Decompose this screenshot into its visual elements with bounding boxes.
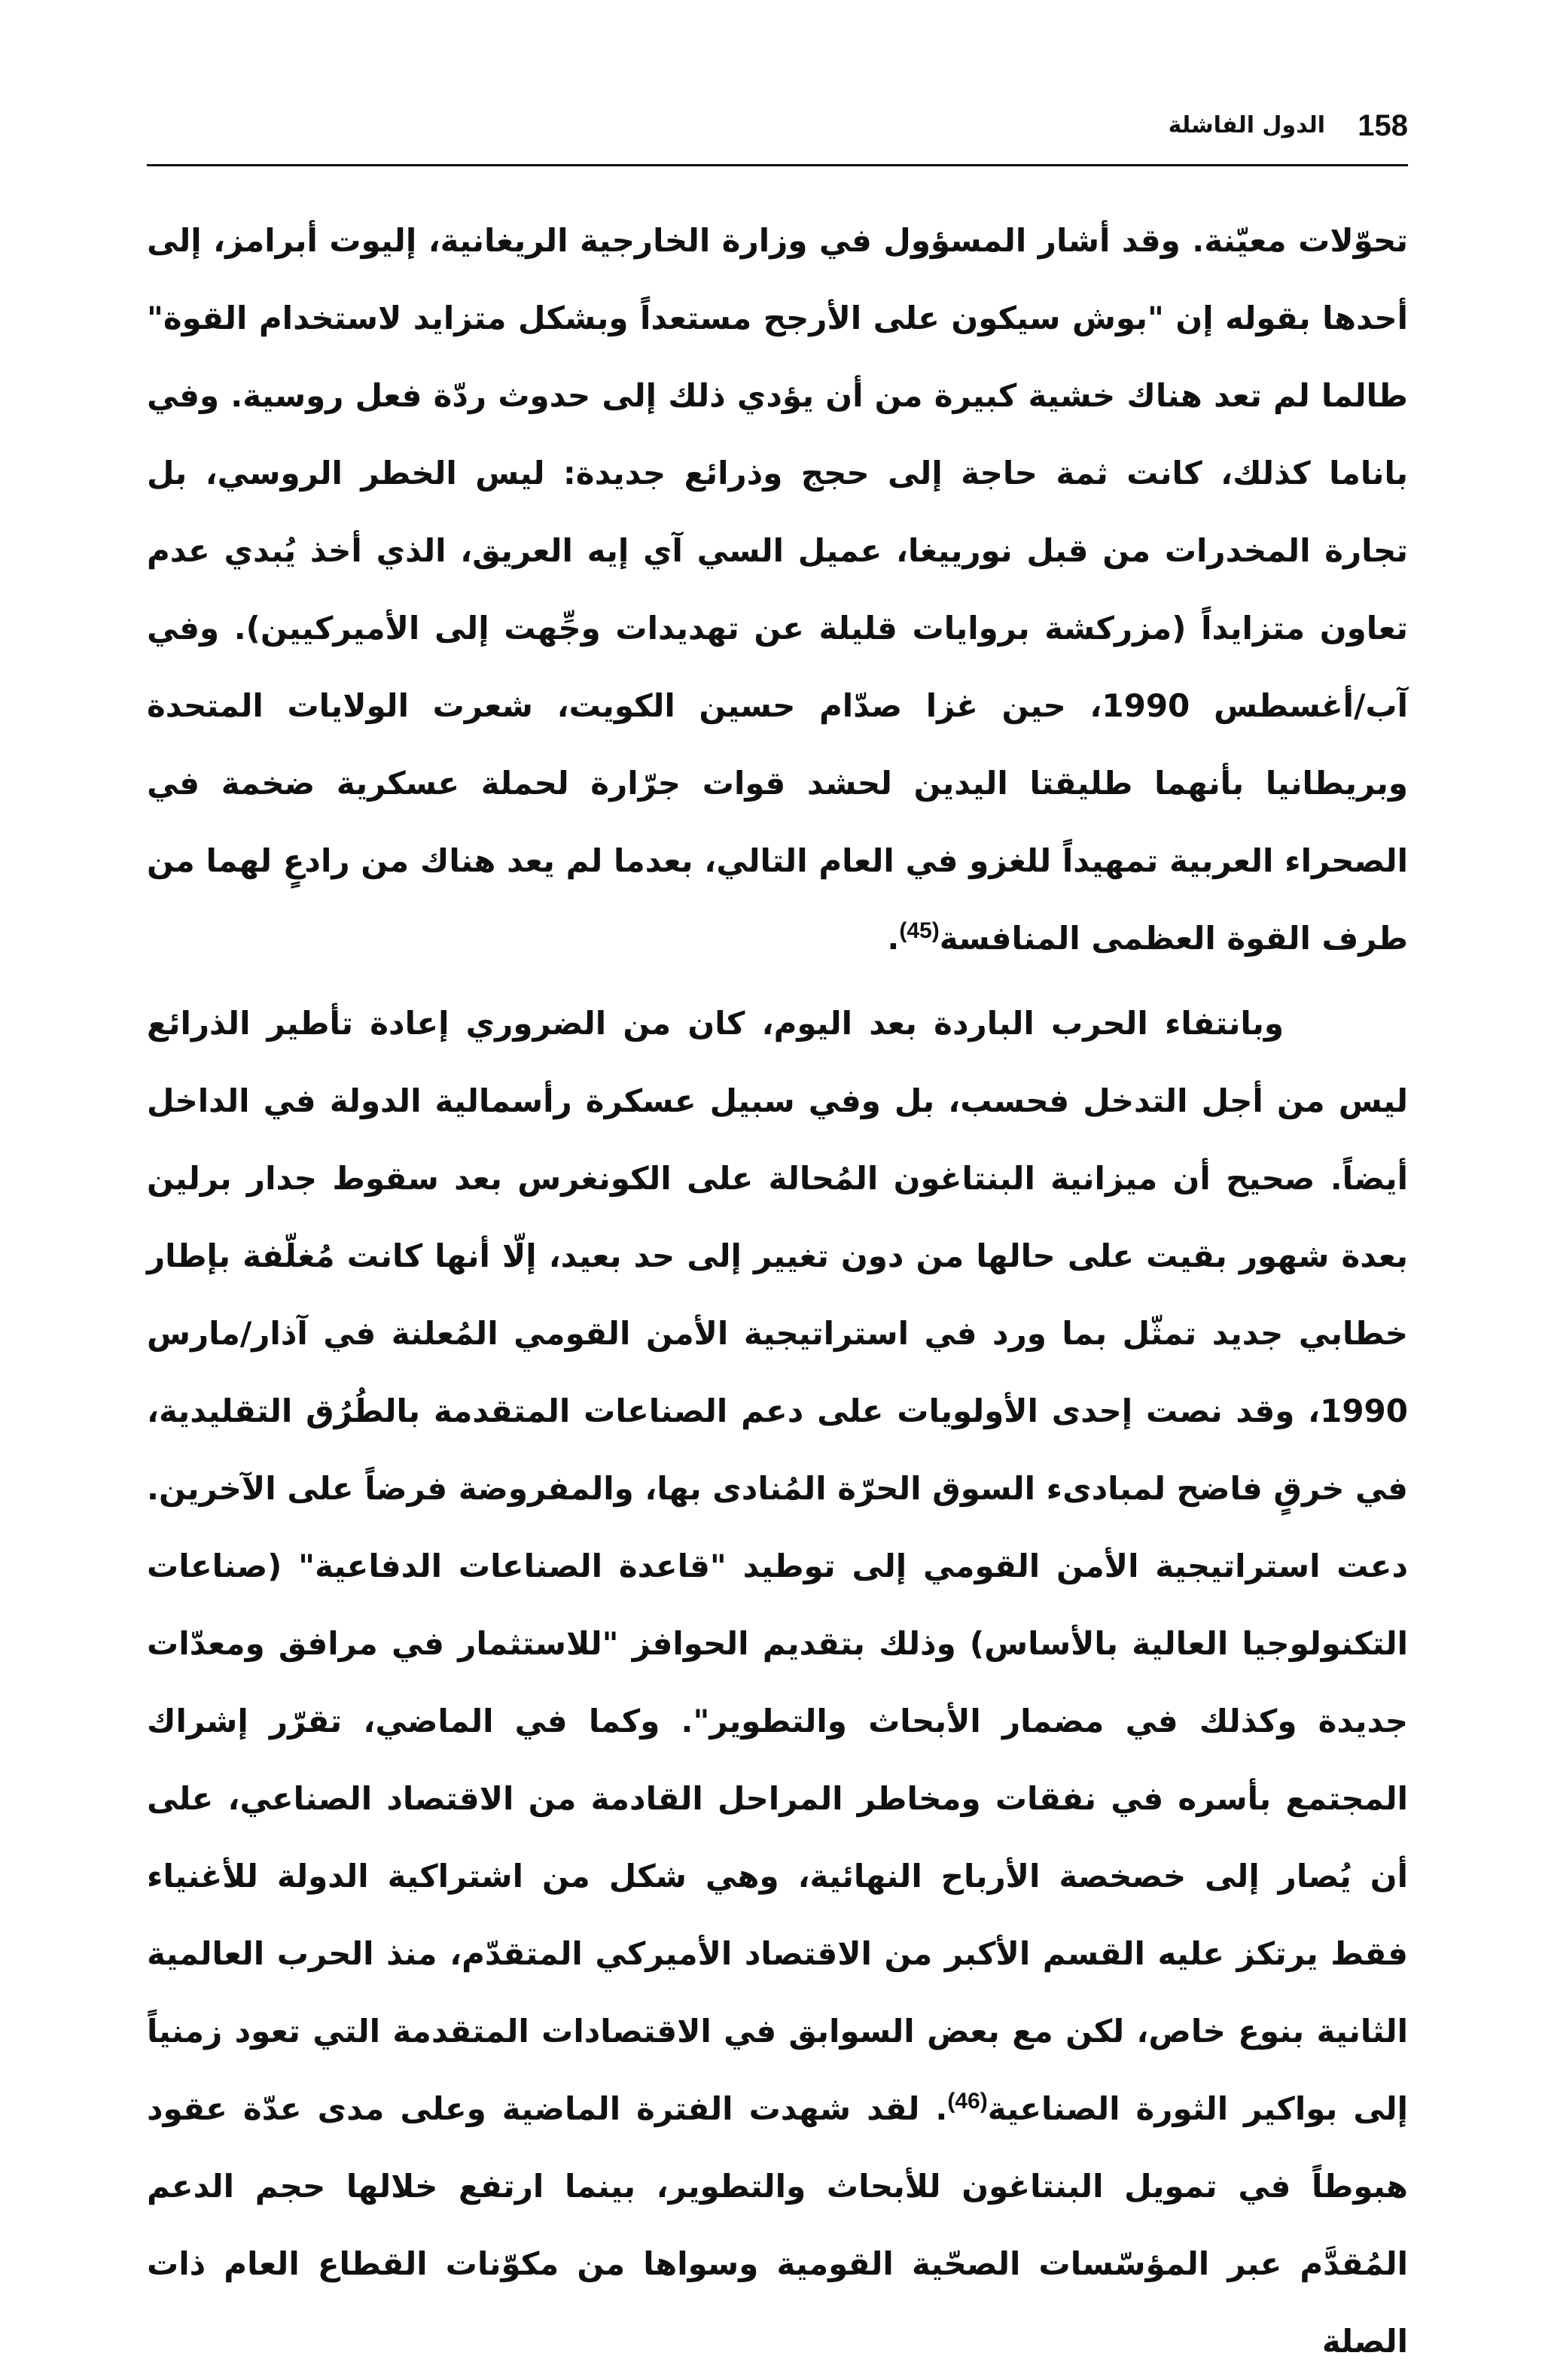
footnote-ref-45: (45) [899,918,940,943]
paragraph-1-text: تحوّلات معيّنة. وقد أشار المسؤول في وزارة الخارجية الريغانية، إليوت أبرامز، إلى أحدها بقوله إن "بوش سيكون على الأرجح مستعداً وبشكل متزايد لاستخدام القوة" طالما لم تعد هناك خشية كبيرة من أن يؤدي ذلك إلى حدوث ردّة فعل روسية. وفي باناما كذلك، كانت ثمة حاجة إلى حجج وذرائع جديدة: ليس الخطر الروسي، بل تجارة المخدرات من قبل نورييغا، عميل السي آي إيه العريق، الذي أخذ يُبدي عدم تعاون متزايداً (مزركشة بروايات قليلة عن تهديدات وجِّهت إلى الأميركيين). وفي آب/أغسطس 1990، حين غزا صدّام حسين الكويت، شعرت الولايات المتحدة وبريطانيا بأنهما طليقتا اليدين لحشد قوات جرّارة لحملة عسكرية ضخمة في الصحراء العربية تمهيداً للغزو في العام التالي، بعدما لم يعد هناك من رادعٍ لهما من طرف القوة العظمى المنافسة [147,222,1409,957]
header-divider [147,164,1408,166]
body-text [147,202,1408,2380]
paragraph-1-end: . [887,920,900,957]
page-header [147,102,1408,150]
paragraph-2-text: وبانتفاء الحرب الباردة بعد اليوم، كان من الضروري إعادة تأطير الذرائع ليس من أجل التدخل فحسب، بل وفي سبيل عسكرة رأسمالية الدولة في الداخل أيضاً. صحيح أن ميزانية البنتاغون المُحالة على الكونغرس بعد سقوط جدار برلين بعدة شهور بقيت على حالها من دون تغيير إلى حد بعيد، إلّا أنها كانت مُغلّفة بإطار خطابي جديد تمثّل بما ورد في استراتيجية الأمن القومي المُعلنة في آذار/مارس 1990، وقد نصت إحدى الأولويات على دعم الصناعات المتقدمة بالطُرُق التقليدية، في خرقٍ فاضح لمبادىء السوق الحرّة المُنادى بها، والمفروضة فرضاً على الآخرين. دعت استراتيجية الأمن القومي إلى توطيد "قاعدة الصناعات الدفاعية" (صناعات التكنولوجيا العالية بالأساس) وذلك بتقديم الحوافز "للاستثمار في مرافق ومعدّات جديدة وكذلك في مضمار الأبحاث والتطوير". وكما في الماضي، تقرّر إشراك المجتمع بأسره في نفقات ومخاطر المراحل القادمة من الاقتصاد الصناعي، على أن يُصار إلى خصخصة الأرباح النهائية، وهي شكل من اشتراكية الدولة للأغنياء فقط يرتكز عليه القسم الأكبر من الاقتصاد الأميركي المتقدّم، منذ الحرب العالمية الثانية بنوع خاص، لكن مع بعض السوابق في الاقتصادات المتقدمة التي تعود زمنياً إلى بواكير الثورة الصناعية [147,1005,1409,2127]
paragraph-2-continuation: . لقد شهدت الفترة الماضية وعلى مدى عدّة عقود هبوطاً في تمويل البنتاغون للأبحاث والتطوير، بينما ارتفع خلالها حجم الدعم المُقدَّم عبر المؤسّسات الصحّية القومية وسواها من مكوّنات القطاع العام ذات الصلة [147,2090,1408,2360]
running-title: الدول الفاشلة [1168,112,1325,138]
paragraph-2 [147,985,1408,2380]
paragraph-1 [147,202,1408,977]
page-number: 158 [1358,109,1408,142]
footnote-ref-46: (46) [947,2089,988,2114]
